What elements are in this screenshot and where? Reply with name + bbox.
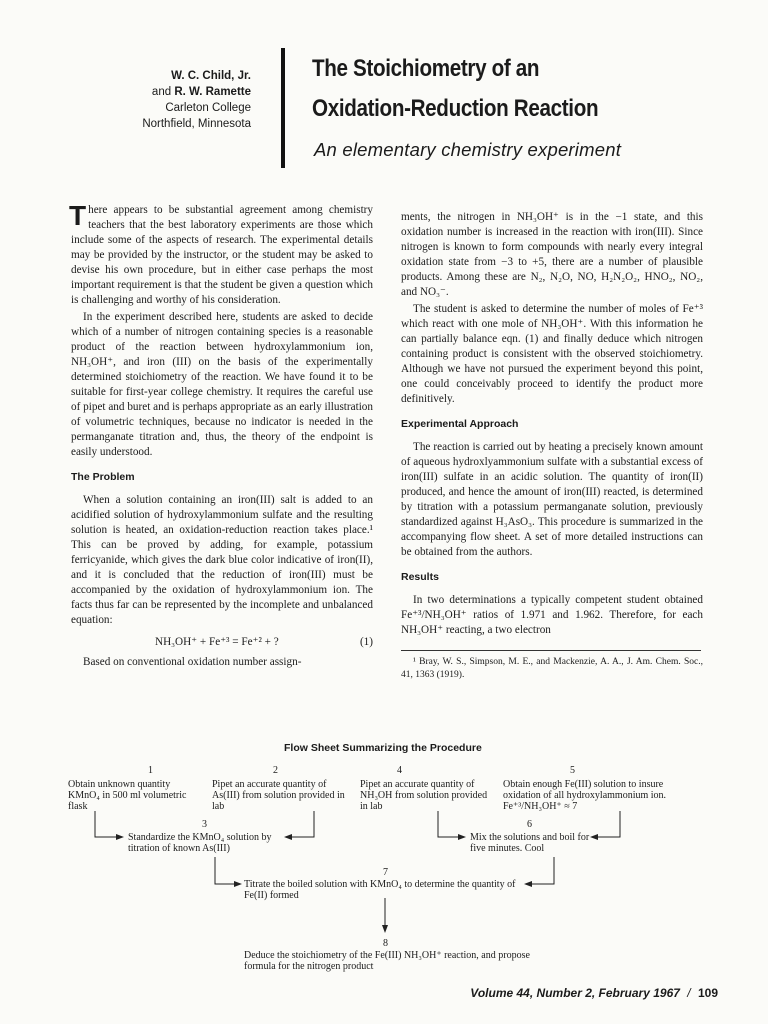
equation-1: [71, 630, 373, 655]
title-line-2: Oxidation-Reduction Reaction: [312, 95, 599, 122]
connector-line: [95, 811, 118, 837]
step-number: 4: [397, 765, 402, 776]
step-number: 3: [202, 819, 207, 830]
paragraph: Based on conventional oxidation number assign-: [83, 656, 302, 668]
step-number: 5: [570, 765, 575, 776]
arrowhead-icon: [234, 881, 242, 887]
page-number: 109: [697, 986, 718, 1000]
paragraph: The reaction is carried out by heating a precisely known amount of aqueous hydroxlyammonium sulfate with a substantial excess of iron(III) sulfate in an acidic solution. The quantity of iron(II) produced, and hence the amount of iron(III) reacted, is determined by titration with a potassium permanganate solution, previously standardized against H₃AsO₃. This procedure is summarized in the accompanying flow sheet. A set of more detailed instructions can be obtained from the authors.: [401, 441, 703, 558]
step-number: 6: [527, 819, 532, 830]
right-column: [401, 210, 703, 682]
flow-step-1: Obtain unknown quantity KMnO₄ in 500 ml volumetric flask: [68, 779, 187, 812]
paragraph: When a solution containing an iron(III) salt is added to an acidified solution of hydroxylammonium sulfate and the resulting solution is heated, an oxidation-reduction reaction takes place.¹ This can be proved by adding, for example, potassium ferricyanide, which gives the dark blue color indicative of iron(II), and it is concluded that the reduction of iron(III) must be accompanied by the oxidation of hydroxylammonium ion. The facts thus far can be represented by the incomplete and unbalanced equation:: [71, 494, 373, 626]
arrowhead-icon: [458, 834, 466, 840]
intro-paragraph: [69, 200, 373, 308]
connector-line: [596, 811, 620, 837]
arrowhead-icon: [116, 834, 124, 840]
flow-step-6: Mix the solutions and boil for five minutes. Cool: [470, 832, 590, 854]
page-footer: [470, 986, 718, 1000]
paragraph: In two determinations a typically competent student obtained Fe⁺³/NH₃OH⁺ ratios of 1.971 and 1.962. Therefore, for each NH₃OH⁺ reacting, a two electron: [401, 594, 703, 636]
connector-line: [530, 857, 554, 884]
step-number: 7: [383, 867, 388, 878]
equation-number: (1): [359, 636, 373, 648]
flow-sheet: [0, 740, 768, 980]
flow-step-2: Pipet an accurate quantity of As(III) from solution provided in lab: [212, 779, 345, 812]
paragraph: In the experiment described here, students are asked to decide which of a number of nitrogen containing species is a reasonable product of the reaction between hydroxylammonium ion, NH₃OH⁺, and iron (III) on the basis of the experimentally determined stoichiometry of the reaction. We have found it to be suitable for first-year college chemistry. It requires the careful use of pipet and buret and is perhaps appropriate as an early illustration of volumetric techniques, because no indicator is needed in the permanganate titration and, thus, the theory of the endpoint is easily understood.: [71, 311, 373, 458]
affiliation-1: Carleton College: [165, 102, 251, 114]
connector-line: [438, 811, 460, 837]
flow-step-4: Pipet an accurate quantity of NH₃OH from solution provided in lab: [360, 779, 488, 812]
equation-text: NH₃OH⁺ + Fe⁺³ = Fe⁺² + ?: [155, 636, 279, 648]
section-heading-problem: The Problem: [71, 471, 135, 483]
author-block: [142, 68, 251, 132]
step-number: 8: [383, 938, 388, 949]
section-heading-results: Results: [401, 571, 439, 583]
article-subtitle: An elementary chemistry experiment: [314, 139, 622, 160]
arrowhead-icon: [382, 925, 388, 933]
left-column: [69, 200, 373, 672]
flow-step-5: Obtain enough Fe(III) solution to insure oxidation of all hydroxylammonium ion. Fe⁺³/NH₃OH⁺ ≈ 7: [503, 779, 667, 812]
flow-step-3: Standardize the KMnO₄ solution by titration of known As(III): [128, 832, 272, 854]
intro-text: here appears to be substantial agreement among chemistry teachers that the best laboratory experiments are those which include some of the aspects of research. The experimental details may be provided by the instructor, or the student may be asked to devise his own procedure, but in either case perhaps the most important requirement is that the student be given a question which is challenging and worthy of his consideration.: [71, 204, 373, 306]
article-title: [312, 49, 598, 129]
affiliation-2: Northfield, Minnesota: [142, 118, 251, 130]
footnote: ¹ Bray, W. S., Simpson, M. E., and Mackenzie, A. A., J. Am. Chem. Soc., 41, 1363 (1919).: [401, 657, 703, 680]
flow-step-8: Deduce the stoichiometry of the Fe(III) NH₃OH⁺ reaction, and propose formula for the nitrogen product: [244, 950, 530, 972]
flow-step-7: Titrate the boiled solution with KMnO₄ to determine the quantity of Fe(II) formed: [244, 879, 516, 901]
footnote-rule: [401, 650, 701, 651]
title-divider-rule: [281, 48, 285, 168]
drop-cap: T: [69, 200, 87, 231]
journal-citation: Volume 44, Number 2, February 1967: [470, 986, 680, 1000]
step-number: 1: [148, 765, 153, 776]
arrowhead-icon: [590, 834, 598, 840]
footer-separator: /: [687, 986, 691, 1000]
flow-sheet-title: Flow Sheet Summarizing the Procedure: [284, 742, 482, 754]
connector-line: [290, 811, 314, 837]
author-2: R. W. Ramette: [174, 86, 251, 98]
title-line-1: The Stoichiometry of an: [312, 55, 540, 82]
section-heading-approach: Experimental Approach: [401, 418, 519, 430]
and-word: and: [151, 86, 172, 98]
arrowhead-icon: [284, 834, 292, 840]
step-number: 2: [273, 765, 278, 776]
arrowhead-icon: [524, 881, 532, 887]
connector-line: [215, 857, 236, 884]
author-1: W. C. Child, Jr.: [171, 70, 251, 82]
paragraph: The student is asked to determine the number of moles of Fe⁺³ which react with one mole of NH₃OH⁺. With this information he can partially balance eqn. (1) and finally deduce which nitrogen containing product is consistent with the observed stoichiometry. Although we have not pursued the experiment beyond this point, one could conceivably proceed to identify the product more definitively.: [401, 303, 703, 405]
flow-connectors: [0, 740, 768, 980]
paragraph: ments, the nitrogen in NH₃OH⁺ is in the −1 state, and this oxidation number is increased in the reaction with iron(III). Since nitrogen is known to form compounds with nearly every integral oxidation state from −3 to +5, there are a number of plausible products. Among these are N₂, N₂O, NO, H₂N₂O₂, HNO₂, NO₂, and NO₃⁻.: [401, 211, 703, 298]
